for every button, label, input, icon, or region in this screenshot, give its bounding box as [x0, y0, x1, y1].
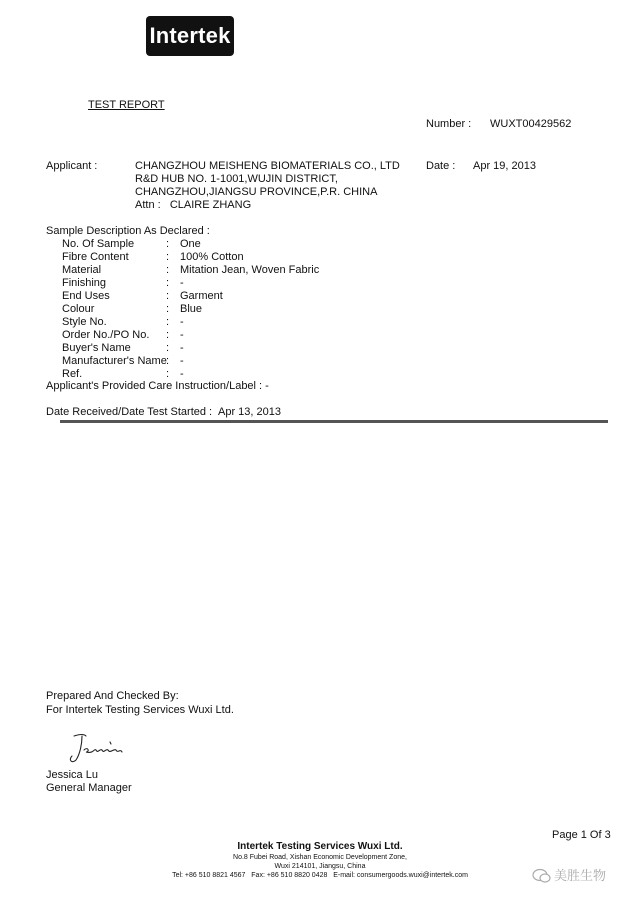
sample-row-label: Colour [62, 303, 95, 315]
prepared-line: Prepared And Checked By: [46, 690, 179, 702]
wechat-icon [532, 868, 552, 884]
sample-row-value: - [180, 368, 184, 380]
sample-row-value: - [180, 316, 184, 328]
date-value: Apr 19, 2013 [473, 160, 536, 172]
sample-row-colon: : [166, 238, 170, 250]
applicant-label: Applicant : [46, 160, 98, 172]
sample-row-value: - [180, 355, 184, 367]
footer-address: No.8 Fubei Road, Xishan Economic Development Zone, [233, 854, 407, 861]
sample-row-colon: : [166, 303, 170, 315]
sample-row-value: Mitation Jean, Woven Fabric [180, 264, 320, 276]
sample-row-label: Ref. [62, 368, 83, 380]
care-instruction-line: Applicant's Provided Care Instruction/Label : - [46, 380, 269, 392]
sample-row-colon: : [166, 342, 170, 354]
sample-row-colon: : [166, 264, 170, 276]
sample-row-value: - [180, 329, 184, 341]
applicant-line: R&D HUB NO. 1-1001,WUJIN DISTRICT, [135, 173, 338, 185]
footer-company: Intertek Testing Services Wuxi Ltd. [237, 841, 403, 852]
sample-row-colon: : [166, 368, 170, 380]
sample-row-colon: : [166, 329, 170, 341]
sample-row-colon: : [166, 277, 170, 289]
sample-row-label: Buyer's Name [62, 342, 131, 354]
sample-row-label: Style No. [62, 316, 107, 328]
report-title: TEST REPORT [88, 99, 165, 111]
sample-row-label: End Uses [62, 290, 110, 302]
received-value: Apr 13, 2013 [218, 406, 281, 418]
received-label: Date Received/Date Test Started : [46, 406, 213, 418]
sample-row-value: - [180, 342, 184, 354]
footer-address: Wuxi 214101, Jiangsu, China [274, 863, 366, 870]
sample-row-colon: : [166, 290, 170, 302]
intertek-logo: Intertek [146, 16, 234, 56]
applicant-line: CHANGZHOU,JIANGSU PROVINCE,P.R. CHINA [135, 186, 378, 198]
sample-row-colon: : [166, 251, 170, 263]
sample-heading: Sample Description As Declared : [46, 225, 210, 237]
signatory-title: General Manager [46, 782, 132, 794]
sample-row-label: Finishing [62, 277, 107, 289]
sample-row-value: Blue [180, 303, 203, 315]
sample-row-colon: : [166, 316, 170, 328]
watermark-text: 美胜生物 [554, 868, 607, 883]
date-label: Date : [426, 160, 456, 172]
sample-row-value: 100% Cotton [180, 251, 244, 263]
number-value: WUXT00429562 [490, 118, 572, 130]
sample-row-label: No. Of Sample [62, 238, 135, 250]
number-label: Number : [426, 118, 472, 130]
applicant-attn: Attn : CLAIRE ZHANG [135, 199, 252, 211]
sample-row-label: Material [62, 264, 102, 276]
sample-row-label: Order No./PO No. [62, 329, 150, 341]
prepared-company: For Intertek Testing Services Wuxi Ltd. [46, 704, 234, 716]
footer-contact: Tel: +86 510 8821 4567 Fax: +86 510 8820 0428 E-mail: consumergoods.wuxi@intertek.com [172, 872, 468, 879]
sample-row-colon: : [166, 355, 170, 367]
sample-row-value: - [180, 277, 184, 289]
divider-rule [60, 420, 608, 423]
signatory-name: Jessica Lu [46, 769, 98, 781]
applicant-line: CHANGZHOU MEISHENG BIOMATERIALS CO., LTD [135, 160, 400, 172]
sample-row-value: One [180, 238, 201, 250]
page-number: Page 1 Of 3 [552, 829, 611, 841]
sample-row-value: Garment [180, 290, 223, 302]
sample-row-label: Manufacturer's Name [62, 355, 167, 367]
signature [64, 730, 124, 766]
sample-row-label: Fibre Content [62, 251, 129, 263]
